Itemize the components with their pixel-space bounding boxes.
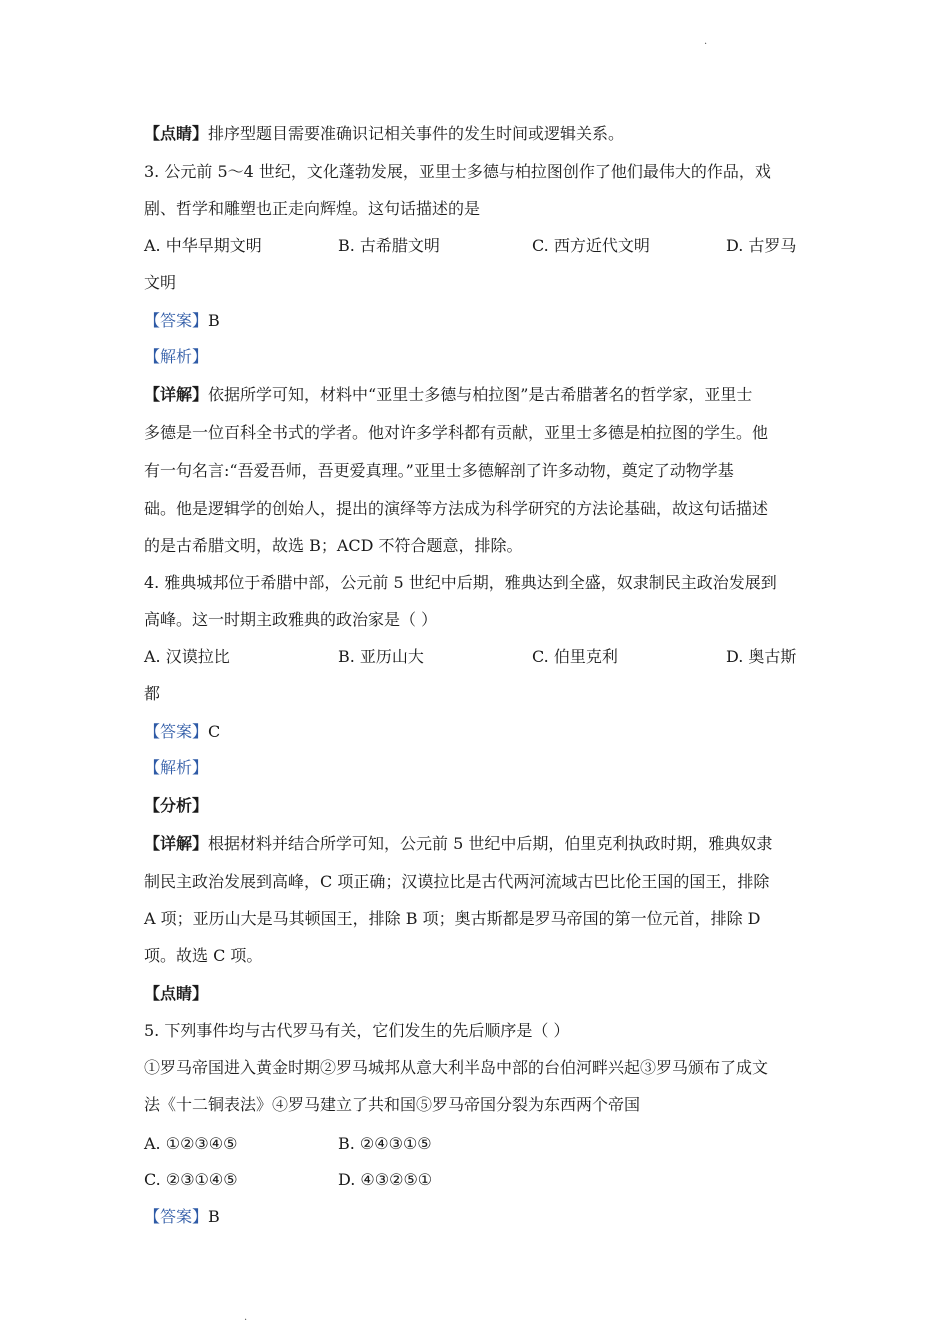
q3-stem-line1: 3. 公元前 5～4 世纪，文化蓬勃发展，亚里士多德与柏拉图创作了他们最伟大的作品，戏 xyxy=(144,162,771,181)
header-dot: . xyxy=(704,36,708,47)
q3-detail-line2: 多德是一位百科全书式的学者。他对许多学科都有贡献，亚里士多德是柏拉图的学生。他 xyxy=(144,423,769,442)
q3-detail-line3: 有一句名言:“吾爱吾师，吾更爱真理。”亚里士多德解剖了许多动物，奠定了动物学基 xyxy=(144,461,734,480)
q4-answer-line xyxy=(144,722,814,742)
q3-answer-line xyxy=(144,311,814,331)
q4-fenxi-tag: 【分析】 xyxy=(144,796,209,815)
q5-option-b: B. ②④③①⑤ xyxy=(338,1134,432,1153)
q5-stem-line1: 5. 下列事件均与古代罗马有关，它们发生的先后顺序是（ ） xyxy=(144,1021,570,1040)
q5-stem-line2: ①罗马帝国进入黄金时期②罗马城邦从意大利半岛中部的台伯河畔兴起③罗马颁布了成文 xyxy=(144,1058,769,1077)
q4-option-d: D. 奥古斯 xyxy=(726,647,797,666)
q4-detail-line2: 制民主政治发展到高峰，C 项正确；汉谟拉比是古代两河流域古巴比伦王国的国王，排除 xyxy=(144,872,770,891)
q3-option-d-wrap: 文明 xyxy=(144,273,177,292)
q4-option-c: C. 伯里克利 xyxy=(532,647,618,666)
q3-xiangjie-tag: 【详解】 xyxy=(144,385,209,404)
footer-dot: . xyxy=(244,1312,248,1323)
q3-detail-line4: 础。他是逻辑学的创始人，提出的演绎等方法成为科学研究的方法论基础，故这句话描述 xyxy=(144,499,769,518)
dianjing-tag: 【点睛】 xyxy=(144,124,209,143)
q3-detail-line5: 的是古希腊文明，故选 B；ACD 不符合题意，排除。 xyxy=(144,536,523,555)
q4-jiexi-tag: 【解析】 xyxy=(144,758,209,777)
q4-detail-text1: 根据材料并结合所学可知，公元前 5 世纪中后期，伯里克利执政时期，雅典奴隶 xyxy=(208,834,773,853)
q4-answer-value: C xyxy=(208,722,221,741)
q3-detail-line1 xyxy=(144,385,814,405)
q5-answer-value: B xyxy=(208,1207,220,1226)
q3-stem-line2: 剧、哲学和雕塑也正走向辉煌。这句话描述的是 xyxy=(144,199,481,218)
q3-option-d: D. 古罗马 xyxy=(726,236,797,255)
q5-option-c: C. ②③①④⑤ xyxy=(144,1170,238,1189)
q4-detail-line1 xyxy=(144,834,814,854)
q5-answer-tag: 【答案】 xyxy=(144,1207,209,1226)
q3-option-b: B. 古希腊文明 xyxy=(338,236,440,255)
q4-answer-tag: 【答案】 xyxy=(144,722,209,741)
q4-option-d-wrap: 都 xyxy=(144,684,161,703)
q5-option-d: D. ④③②⑤① xyxy=(338,1170,433,1189)
intro-text: 排序型题目需要准确识记相关事件的发生时间或逻辑关系。 xyxy=(208,124,625,143)
q4-stem-line2: 高峰。这一时期主政雅典的政治家是（ ） xyxy=(144,610,438,629)
q3-jiexi-tag: 【解析】 xyxy=(144,347,209,366)
q3-option-a: A. 中华早期文明 xyxy=(144,236,262,255)
q4-dianjing-tag: 【点睛】 xyxy=(144,984,209,1003)
q4-detail-line3: A 项；亚历山大是马其顿国王，排除 B 项；奥古斯都是罗马帝国的第一位元首，排除 D xyxy=(144,909,761,928)
q3-detail-text1: 依据所学可知，材料中“亚里士多德与柏拉图”是古希腊著名的哲学家，亚里士 xyxy=(208,385,753,404)
q4-detail-line4: 项。故选 C 项。 xyxy=(144,946,263,965)
q5-stem-line3: 法《十二铜表法》④罗马建立了共和国⑤罗马帝国分裂为东西两个帝国 xyxy=(144,1095,641,1114)
q3-option-c: C. 西方近代文明 xyxy=(532,236,650,255)
intro-line xyxy=(144,124,814,144)
q4-stem-line1: 4. 雅典城邦位于希腊中部，公元前 5 世纪中后期，雅典达到全盛，奴隶制民主政治发展到 xyxy=(144,573,777,592)
q4-xiangjie-tag: 【详解】 xyxy=(144,834,209,853)
q4-option-b: B. 亚历山大 xyxy=(338,647,424,666)
q5-option-a: A. ①②③④⑤ xyxy=(144,1134,238,1153)
q3-answer-tag: 【答案】 xyxy=(144,311,209,330)
q5-answer-line xyxy=(144,1207,814,1227)
q4-option-a: A. 汉谟拉比 xyxy=(144,647,230,666)
q3-answer-value: B xyxy=(208,311,220,330)
